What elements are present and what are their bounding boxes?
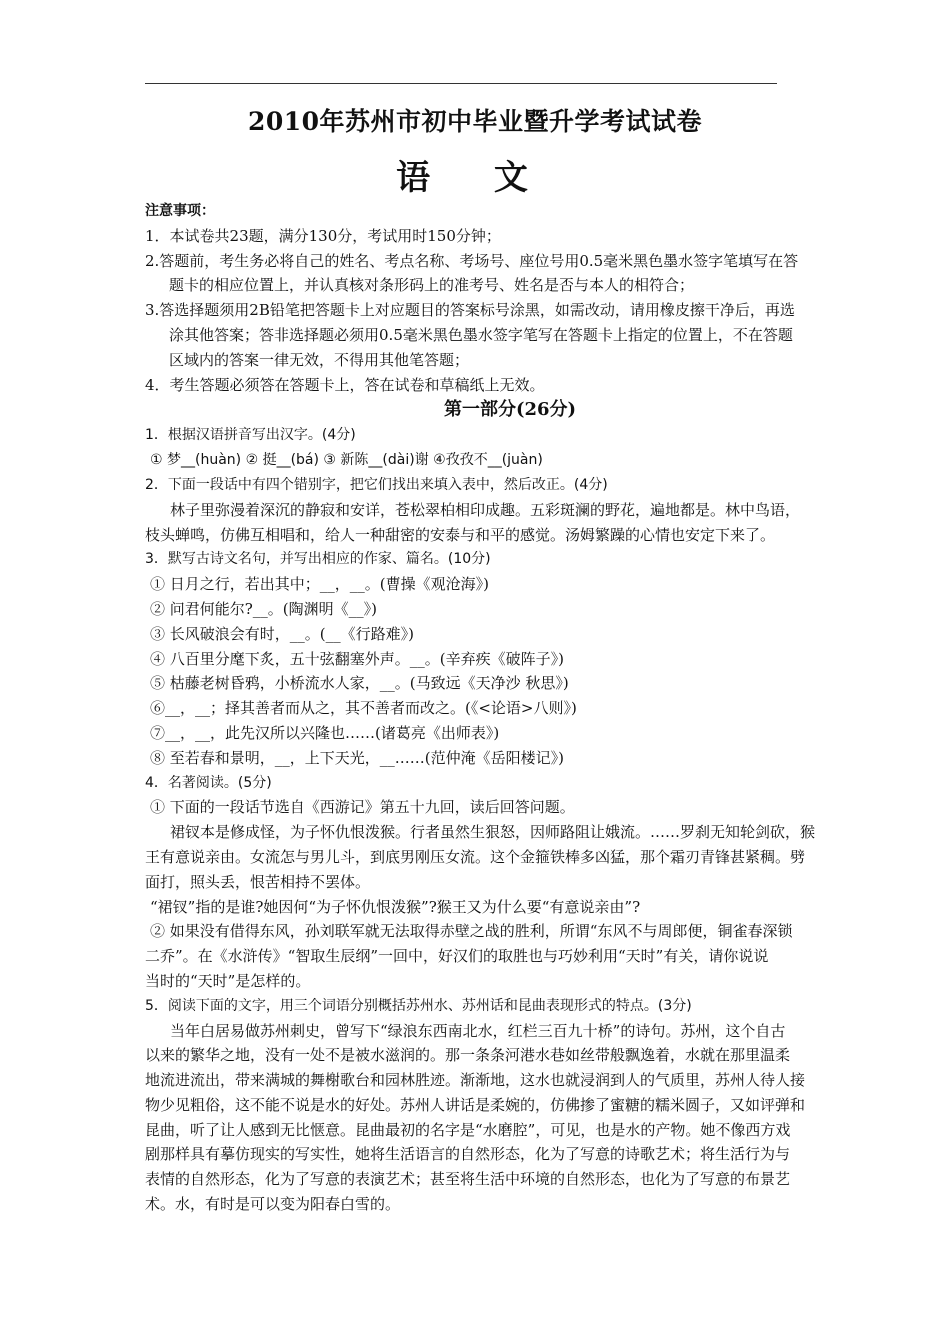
recitation-item: ⑧ 至若春和景明，__，上下天光，__……(范仲淹《岳阳楼记》) [150, 748, 564, 767]
question-stem: 5．阅读下面的文字，用三个词语分别概括苏州水、苏州话和昆曲表现形式的特点。(3分) [145, 997, 692, 1014]
note-item-continued: 题卡的相应位置上，并认真核对条形码上的准考号、姓名是否与本人的相符合； [169, 276, 695, 295]
passage-line: 枝头蝉鸣，仿佛互相唱和，给人一种甜密的安泰与和平的感觉。汤姆繁躁的心情也安定下来了。 [145, 525, 776, 544]
note-item: 4．考生答题必须答在答题卡上，答在试卷和草稿纸上无效。 [145, 375, 545, 394]
note-item-continued: 区域内的答案一律无效，不得用其他笔答题； [169, 350, 470, 369]
passage-line: 以来的繁华之地，没有一处不是被水滋润的。那一条条河港水巷如丝带般飘逸着，水就在那里温柔 [145, 1046, 791, 1065]
passage-line: 剧那样具有摹仿现实的写实性，她将生活语言的自然形态，化为了写意的诗歌艺术；将生活行为与 [145, 1145, 791, 1164]
recitation-item: ⑥__，__；择其善者而从之，其不善者而改之。(《<论语>八则》) [150, 699, 577, 718]
sub-question: ① 下面的一段话节选自《西游记》第五十九回，读后回答问题。 [150, 798, 575, 817]
recitation-item: ② 问君何能尔?__。(陶渊明《__》) [150, 599, 378, 618]
header-rule [145, 83, 777, 84]
passage-line: 术。水，有时是可以变为阳春白雪的。 [145, 1195, 401, 1214]
note-item-continued: 涂其他答案；答非选择题必须用0.5毫米黑色墨水签字笔写在答题卡上指定的位置上，不在答题 [169, 325, 793, 344]
exam-content [145, 199, 863, 1217]
passage-line: 王有意说亲由。女流怎与男儿斗，到底男刚压女流。这个金箍铁棒多凶猛，那个霜刃青锋甚紧稠。劈 [145, 847, 806, 866]
passage-line: 裙钗本是修成怪，为子怀仇恨泼猴。行者虽然生狠怒，因师路阻让娥流。……罗刹无知轮剑砍，猴 [170, 823, 816, 842]
recitation-item: ④ 八百里分麾下炙，五十弦翻塞外声。__。(辛弃疾《破阵子》) [150, 649, 564, 668]
note-item: 2.答题前，考生务必将自己的姓名、考点名称、考场号、座位号用0.5毫米黑色墨水签字笔填写在答 [145, 251, 799, 270]
sub-question-line: 当时的“天时”是怎样的。 [145, 971, 311, 990]
question-stem: 1．根据汉语拼音写出汉字。(4分) [145, 427, 356, 444]
passage-line: 地流进流出，带来满城的舞榭歌台和园林胜迹。渐渐地，这水也就浸润到人的气质里，苏州人待人接 [145, 1071, 806, 1090]
passage-line: 表情的自然形态，化为了写意的表演艺术；甚至将生活中环境的自然形态，也化为了写意的布景艺 [145, 1170, 791, 1189]
note-item: 3.答选择题须用2B铅笔把答题卡上对应题目的答案标号涂黑，如需改动，请用橡皮擦干净后，再选 [145, 301, 795, 320]
subject-title: 语 文 [396, 158, 554, 198]
passage-line: 面打，照头丢，恨苦相持不罢体。 [145, 872, 371, 891]
question-stem: 4．名著阅读。(5分) [145, 774, 272, 791]
recitation-item: ③ 长风破浪会有时，__。(__《行路难》) [150, 624, 414, 643]
question-stem: 2．下面一段话中有四个错别字，把它们找出来填入表中，然后改正。(4分) [145, 476, 608, 493]
passage-line: 林子里弥漫着深沉的静寂和安详，苍松翠柏相印成趣。五彩斑澜的野花，遍地都是。林中鸟语， [170, 500, 801, 519]
sub-question: “裙钗”指的是谁?她因何“为子怀仇恨泼猴”?猴王又为什么要“有意说亲由”? [150, 897, 641, 916]
passage-line: 当年白居易做苏州刺史，曾写下“绿浪东西南北水，红栏三百九十桥”的诗句。苏州，这个自古 [170, 1021, 786, 1040]
recitation-item: ⑦__，__，此先汉所以兴隆也……(诸葛亮《出师表》) [150, 723, 500, 742]
passage-line: 昆曲，听了让人感到无比惬意。昆曲最初的名字是“水磨腔”，可见，也是水的产物。她不像西方戏 [145, 1120, 791, 1139]
exam-title: 2010年苏州市初中毕业暨升学考试试卷 [247, 107, 703, 136]
passage-line: 物少见粗俗，这不能不说是水的好处。苏州人讲话是柔婉的，仿佛掺了蜜糖的糯米圆子，又如评弹和 [145, 1095, 806, 1114]
sub-question: ② 如果没有借得东风，孙刘联军就无法取得赤壁之战的胜利，所谓“东风不与周郎便，铜雀春深锁 [150, 922, 793, 941]
question-stem: 3．默写古诗文名句，并写出相应的作家、篇名。(10分) [145, 551, 491, 568]
sub-question-line: 二乔”。在《水浒传》“智取生辰纲”一回中，好汉们的取胜也与巧妙利用“天时”有关，请你说说 [145, 947, 769, 966]
recitation-item: ① 日月之行，若出其中；__，__。(曹操《观沧海》) [150, 575, 489, 594]
recitation-item: ⑤ 枯藤老树昏鸦，小桥流水人家，__。(马致远《天净沙 秋思》) [150, 674, 569, 693]
notes-heading: 注意事项： [145, 203, 215, 219]
note-item: 1．本试卷共23题，满分130分，考试用时150分钟； [145, 226, 501, 245]
question-items: ① 梦__(huàn) ② 挺__(bá) ③ 新陈__(dài)谢 ④孜孜不__(juàn) [150, 452, 543, 469]
section-title: 第一部分(26分) [443, 399, 577, 421]
